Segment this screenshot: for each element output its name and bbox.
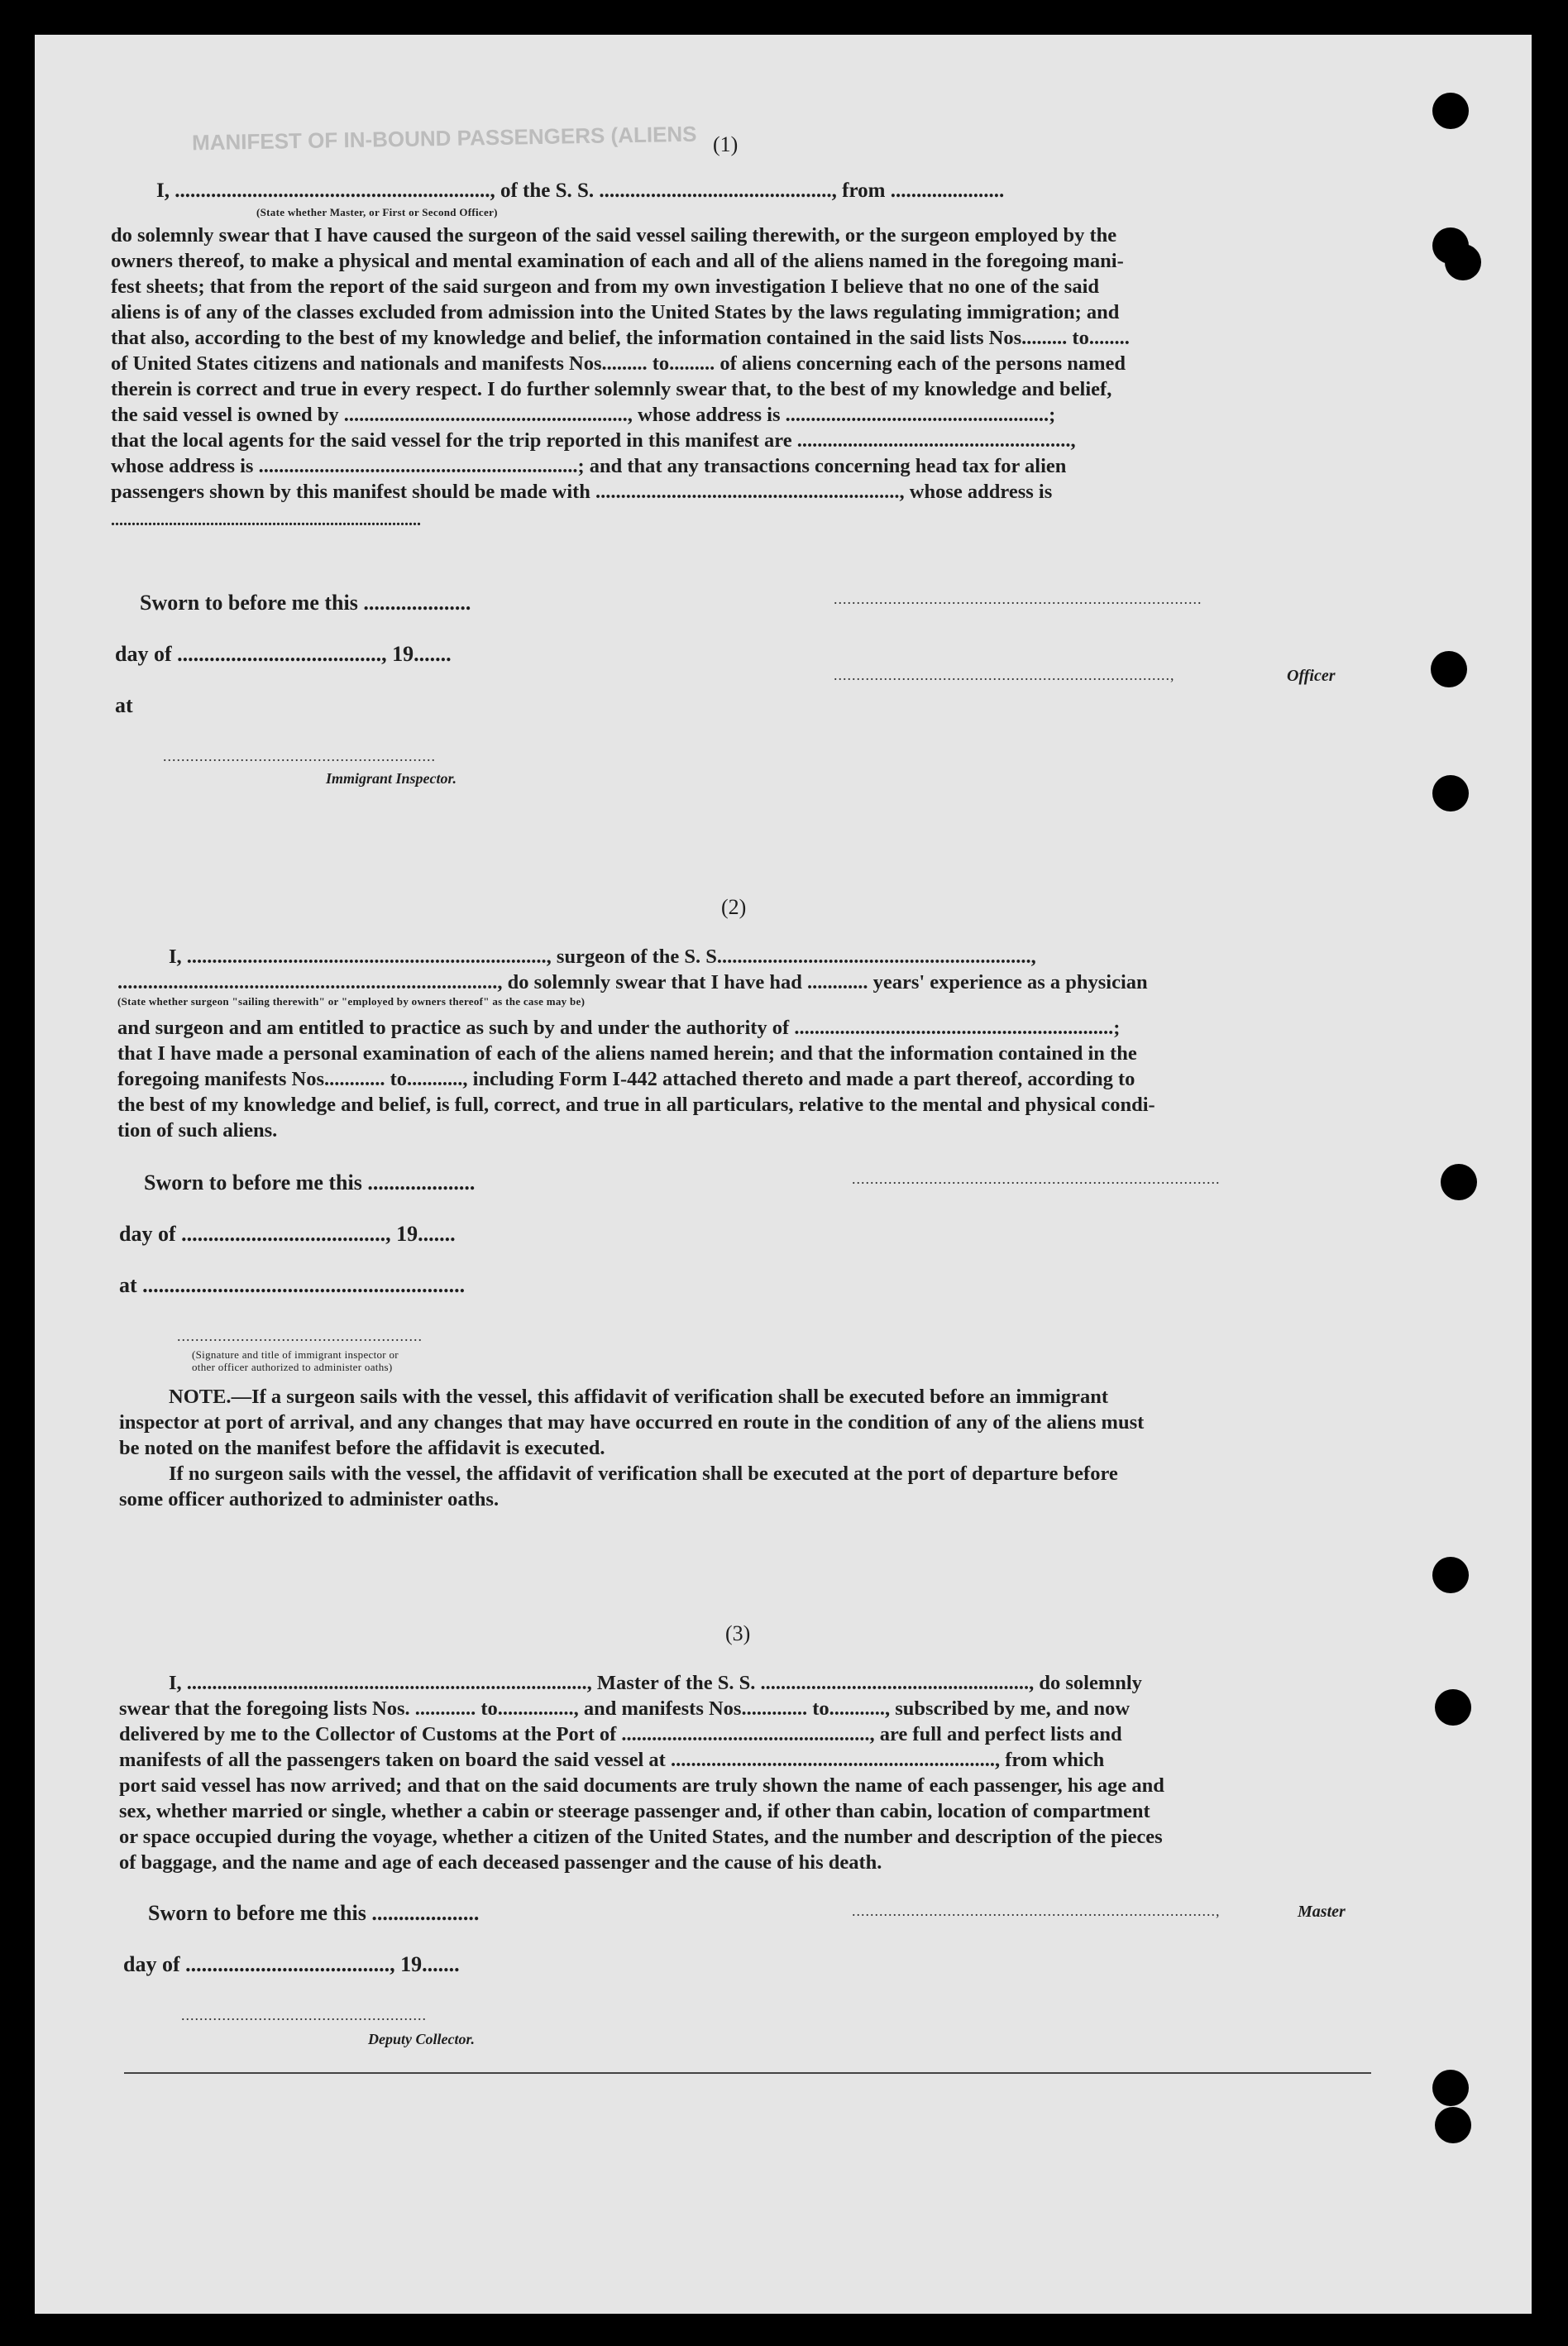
punch-hole [1432,2070,1469,2106]
section2-signature-line: ................................................................................. [852,1171,1221,1187]
section1-body-line: do solemnly swear that I have caused the surgeon of the said vessel sailing therewith, or the surgeon employed by the [111,224,1117,247]
punch-hole [1432,775,1469,812]
section3-body-line: swear that the foregoing lists Nos. ............ to..............., and manifests Nos............. to..........., subscribed by me, and now [119,1697,1131,1720]
punch-hole [1441,1164,1477,1200]
section2-body-line: that I have made a personal examination of each of the aliens named herein; and that the information contained in the [117,1042,1137,1065]
section1-inspector-line: ............................................................ [163,748,436,764]
section3-body-line: sex, whether married or single, whether a cabin or steerage passenger and, if other than cabin, location of compartment [119,1800,1150,1822]
section1-signature-line: ................................................................................. [834,591,1202,607]
punch-hole [1435,2107,1471,2143]
section1-body-line: the said vessel is owned by ........................................................, whose address is ....................................................; [111,404,1056,426]
document-page [35,35,1532,2314]
faint-header-text: MANIFEST OF IN-BOUND PASSENGERS (ALIENS [191,121,697,156]
section1-inspector-label: Immigrant Inspector. [326,770,457,787]
punch-hole [1445,244,1481,280]
section2-body-line: the best of my knowledge and belief, is full, correct, and true in all particulars, relative to the mental and physical condi- [117,1094,1155,1116]
bottom-divider [124,2072,1371,2074]
section1-body-line: ........................................................................... [111,511,421,529]
note-line: be noted on the manifest before the affidavit is executed. [119,1437,605,1459]
section1-sub1: (State whether Master, or First or Second Officer) [256,206,498,218]
section1-body-line: fest sheets; that from the report of the said surgeon and from my own investigation I believe that no one of the said [111,275,1099,298]
section1-body-line: whose address is ...............................................................; and that any transactions concerning head tax for alien [111,455,1067,477]
section3-day: day of ......................................, 19....... [123,1952,460,1976]
note-line [169,1385,1108,1410]
section1-day: day of ......................................, 19....... [115,642,452,666]
section3-body-line: of baggage, and the name and age of each deceased passenger and the cause of his death. [119,1851,882,1874]
section2-body-line: and surgeon and am entitled to practice as such by and under the authority of ...............................................................; [117,1017,1121,1039]
section2-line2: ..........................................................................., do solemnly swear that I have had ............ years' experience as a physician [117,971,1148,993]
section2-body-line: foregoing manifests Nos............ to..........., including Form I-442 attached thereto and made a part thereof, according to [117,1068,1135,1090]
section1-body-line: that also, according to the best of my knowledge and belief, the information contained in the said lists Nos......... to........ [111,327,1130,349]
section1-body-line: passengers shown by this manifest should be made with ............................................................, whose address is [111,481,1053,503]
section1-body-line: therein is correct and true in every respect. I do further solemnly swear that, to the best of my knowledge and belief, [111,378,1112,400]
punch-hole [1432,1557,1469,1593]
section3-body-line: delivered by me to the Collector of Customs at the Port of ................................................., are full and perfect lists and [119,1723,1122,1745]
note-line: some officer authorized to administer oaths. [119,1488,500,1511]
section2-body-line: tion of such aliens. [117,1119,278,1142]
section2-line1: I, ......................................................................., surgeon of the S. S.............................................................., [169,946,1036,968]
section2-sub2: (State whether surgeon "sailing therewith" or "employed by owners thereof" as the case may be) [117,995,586,1008]
note-text: —If a surgeon sails with the vessel, this affidavit of verification shall be executed before an immigrant [231,1386,1109,1408]
section1-at: at [115,693,133,717]
section3-body-line: manifests of all the passengers taken on board the said vessel at ................................................................, from which [119,1749,1105,1771]
punch-hole [1435,1689,1471,1726]
section1-officer-line: .........................................................................., [834,667,1175,683]
section3-master-line: ................................................................................, [852,1903,1221,1919]
section2-day: day of ......................................, 19....... [119,1222,456,1246]
section2-sig-note-2: other officer authorized to administer oaths) [192,1361,393,1373]
section3-collector-line: ...................................................... [181,2007,427,2023]
section2-number: (2) [721,895,747,919]
section3-body-line: I, ..............................................................................., Master of the S. S. ....................................................., do solemnly [169,1672,1142,1694]
section2-sig-note-1: (Signature and title of immigrant inspector or [192,1348,399,1361]
section3-body-line: port said vessel has now arrived; and that on the said documents are truly shown the name of each passenger, his age and [119,1774,1164,1797]
note-line: If no surgeon sails with the vessel, the affidavit of verification shall be executed at the port of departure before [169,1463,1118,1485]
section2-at: at ............................................................ [119,1273,466,1297]
punch-hole [1431,651,1467,687]
section1-number: (1) [713,132,739,156]
note-label: NOTE. [169,1386,232,1408]
section1-body-line: that the local agents for the said vessel for the trip reported in this manifest are ......................................................, [111,429,1076,452]
section1-body-line: aliens is of any of the classes excluded from admission into the United States by the laws regulating immigration; and [111,301,1120,323]
section3-sworn: Sworn to before me this .................... [148,1901,480,1925]
section3-master-label: Master [1298,1903,1346,1921]
section2-sworn: Sworn to before me this .................... [144,1171,476,1195]
section2-inspector-line: ...................................................... [177,1328,423,1344]
note-line: inspector at port of arrival, and any changes that may have occurred en route in the condition of any of the aliens must [119,1411,1145,1434]
section1-officer-label: Officer [1287,667,1336,685]
section3-number: (3) [725,1621,751,1645]
section1-line1: I, ............................................................., of the S. S. ............................................., from ...................... [156,180,1005,202]
punch-hole [1432,93,1469,129]
section1-body-line: owners thereof, to make a physical and mental examination of each and all of the aliens named in the foregoing mani- [111,250,1124,272]
section3-collector-label: Deputy Collector. [368,2031,475,2047]
section1-sworn: Sworn to before me this .................... [140,591,471,615]
section1-body-line: of United States citizens and nationals and manifests Nos......... to......... of aliens concerning each of the persons named [111,352,1126,375]
section3-body-line: or space occupied during the voyage, whether a citizen of the United States, and the number and description of the pieces [119,1826,1163,1848]
